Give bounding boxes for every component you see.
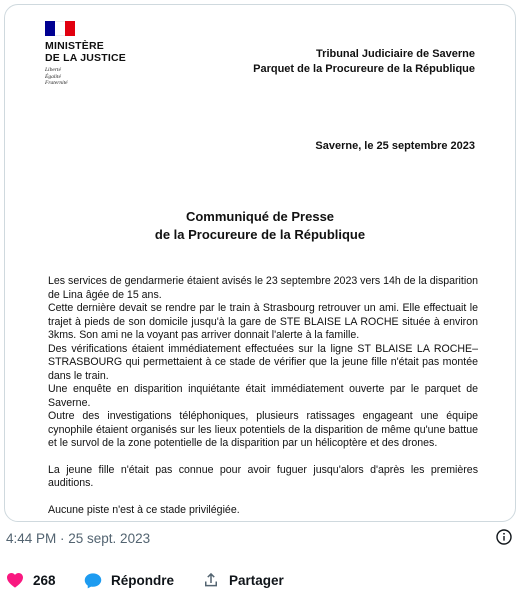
tweet-actions [0, 566, 520, 594]
heart-icon [6, 572, 24, 588]
document-date: Saverne, le 25 septembre 2023 [315, 140, 475, 152]
document-title: Communiqué de Presse de la Procureure de la République [154, 209, 366, 242]
court-header: Tribunal Judiciaire de Saverne Parquet de la Procureure de la République [253, 48, 475, 75]
reply-button[interactable] [84, 572, 174, 589]
like-button[interactable] [6, 572, 56, 588]
like-count: 268 [33, 572, 56, 588]
share-label: Partager [229, 572, 284, 588]
share-icon [202, 571, 220, 589]
body-paragraph: Des vérifications étaient immédiatement effectuées sur la ligne ST BLAISE LA ROCHE–STRASBOURG qui permettaient à ce stade de vérifier que la jeune fille n'était pas montée dans le train. [48, 342, 478, 382]
share-button[interactable] [202, 571, 284, 589]
body-paragraph: Aucune piste n'est à ce stade privilégiée. [48, 503, 240, 516]
reply-bubble-icon [84, 572, 102, 589]
body-paragraph: Cette dernière devait se rendre par le train à Strasbourg retrouver un ami. Elle effectuait le trajet à pieds de son domicile jusqu'à la gare de STE BLAISE LA ROCHE située à environ 3kms. Son ami ne la voyant pas arriver donnait l'alerte à la famille. [48, 302, 478, 341]
body-paragraph: Outre des investigations téléphoniques, plusieurs ratissages engageant une équipe cynophile étaient organisés sur les lieux potentiels de la disparition de même qu'une battue et le survol de la zone potentielle de la disparition par un hélicoptère et des drones. [48, 410, 478, 449]
body-paragraph: La jeune fille n'était pas connue pour avoir fuguer jusqu'alors d'après les premières auditions. [48, 463, 478, 489]
document-body [48, 275, 478, 522]
reply-label: Répondre [111, 572, 175, 588]
body-paragraph: Les services de gendarmerie étaient avisés le 23 septembre 2023 vers 14h de la disparition de Lina âgée de 15 ans. [48, 275, 478, 301]
attached-document-image[interactable] [4, 4, 516, 522]
press-release-document [5, 5, 515, 521]
french-flag-icon [45, 21, 75, 36]
body-paragraph: Une enquête en disparition inquiétante était immédiatement ouverte par le parquet de Saverne. [48, 383, 478, 409]
info-icon[interactable] [496, 529, 512, 545]
tweet-timestamp[interactable]: 4:44 PM · 25 sept. 2023 [6, 531, 151, 546]
republic-motto: Liberté Égalité Fraternité [45, 67, 68, 86]
ministry-logo [45, 21, 126, 87]
ministry-name: MINISTÈRE DE LA JUSTICE [45, 40, 126, 64]
